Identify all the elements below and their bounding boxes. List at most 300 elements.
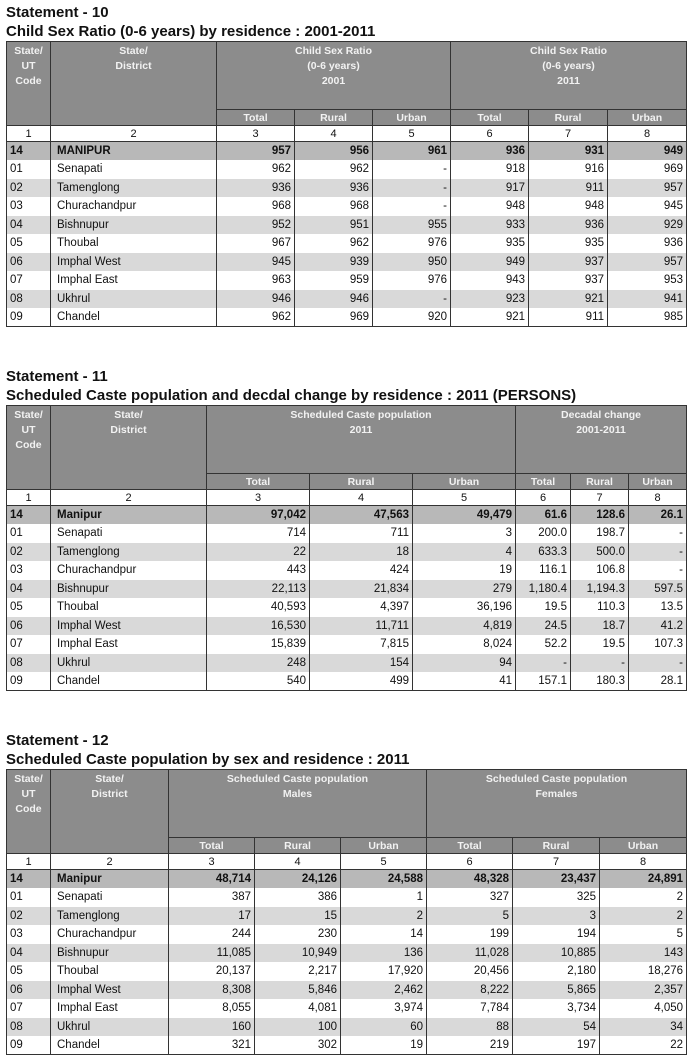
- data-rows: [7, 142, 687, 327]
- table-row: [7, 654, 687, 673]
- statement-label: Statement - 10: [6, 4, 109, 21]
- value-cell: 16,530: [207, 617, 310, 636]
- value-cell: 714: [207, 524, 310, 543]
- value-cell: 936: [451, 142, 529, 161]
- code-cell: 04: [7, 580, 51, 599]
- value-cell: -: [516, 654, 571, 673]
- value-cell: 968: [217, 197, 295, 216]
- table-row: [7, 925, 687, 944]
- value-cell: 949: [451, 253, 529, 272]
- district-cell: Imphal West: [51, 253, 217, 272]
- table-row: [7, 999, 687, 1018]
- value-cell: 916: [529, 160, 608, 179]
- value-cell: 3: [513, 907, 600, 926]
- value-cell: 23,437: [513, 870, 600, 889]
- code-cell: 03: [7, 925, 51, 944]
- value-cell: 962: [295, 160, 373, 179]
- table-row: [7, 561, 687, 580]
- statement-10-table: [6, 41, 687, 327]
- table-row: [7, 253, 687, 272]
- value-cell: 500.0: [571, 543, 629, 562]
- code-cell: 02: [7, 543, 51, 562]
- value-cell: 8,308: [169, 981, 255, 1000]
- column-number-row: [7, 854, 687, 870]
- value-cell: 946: [217, 290, 295, 309]
- value-cell: -: [629, 561, 687, 580]
- value-cell: 248: [207, 654, 310, 673]
- value-cell: 936: [217, 179, 295, 198]
- value-cell: 976: [373, 234, 451, 253]
- value-cell: 1,194.3: [571, 580, 629, 599]
- value-cell: 24,891: [600, 870, 687, 889]
- value-cell: 5,846: [255, 981, 341, 1000]
- value-cell: 3,734: [513, 999, 600, 1018]
- district-cell: MANIPUR: [51, 142, 217, 161]
- district-cell: Churachandpur: [51, 925, 169, 944]
- column-number: 2: [51, 854, 169, 870]
- col-header-code: State/ UT Code: [7, 406, 51, 490]
- value-cell: 13.5: [629, 598, 687, 617]
- value-cell: 11,711: [310, 617, 413, 636]
- col-header-district: State/ District: [51, 42, 217, 126]
- table-row: [7, 234, 687, 253]
- value-cell: 957: [608, 179, 687, 198]
- table-row: [7, 598, 687, 617]
- statement-title: Scheduled Caste population and decdal change by residence : 2011 (PERSONS): [6, 387, 577, 404]
- table-row: [7, 524, 687, 543]
- code-cell: 07: [7, 271, 51, 290]
- column-number: 7: [513, 854, 600, 870]
- code-cell: 02: [7, 179, 51, 198]
- code-cell: 09: [7, 308, 51, 327]
- value-cell: 143: [600, 944, 687, 963]
- code-cell: 06: [7, 253, 51, 272]
- value-cell: 8,055: [169, 999, 255, 1018]
- column-number: 6: [451, 126, 529, 142]
- column-number: 4: [310, 490, 413, 506]
- value-cell: 2,217: [255, 962, 341, 981]
- value-cell: 597.5: [629, 580, 687, 599]
- value-cell: -: [571, 654, 629, 673]
- code-cell: 01: [7, 524, 51, 543]
- value-cell: 961: [373, 142, 451, 161]
- table-row: [7, 216, 687, 235]
- value-cell: -: [373, 160, 451, 179]
- code-cell: 08: [7, 654, 51, 673]
- value-cell: 279: [413, 580, 516, 599]
- value-cell: 976: [373, 271, 451, 290]
- value-cell: 8,024: [413, 635, 516, 654]
- value-cell: 11,085: [169, 944, 255, 963]
- data-rows: [7, 870, 687, 1055]
- code-cell: 05: [7, 962, 51, 981]
- column-number: 1: [7, 490, 51, 506]
- col-header-district: State/ District: [51, 770, 169, 854]
- value-cell: 931: [529, 142, 608, 161]
- value-cell: 199: [427, 925, 513, 944]
- column-number: 6: [516, 490, 571, 506]
- value-cell: 929: [608, 216, 687, 235]
- value-cell: 711: [310, 524, 413, 543]
- district-cell: Bishnupur: [51, 944, 169, 963]
- value-cell: 106.8: [571, 561, 629, 580]
- value-cell: 41.2: [629, 617, 687, 636]
- col-header-group-2: Scheduled Caste population Females: [427, 770, 687, 838]
- district-cell: Chandel: [51, 672, 207, 691]
- value-cell: 61.6: [516, 506, 571, 525]
- column-number: 7: [529, 126, 608, 142]
- value-cell: 54: [513, 1018, 600, 1037]
- value-cell: 2: [600, 888, 687, 907]
- value-cell: 18.7: [571, 617, 629, 636]
- value-cell: 959: [295, 271, 373, 290]
- value-cell: 325: [513, 888, 600, 907]
- value-cell: 540: [207, 672, 310, 691]
- value-cell: 244: [169, 925, 255, 944]
- sub-header-total: Total: [169, 838, 255, 854]
- value-cell: 946: [295, 290, 373, 309]
- table-row: [7, 308, 687, 327]
- value-cell: 941: [608, 290, 687, 309]
- value-cell: -: [373, 290, 451, 309]
- code-cell: 14: [7, 870, 51, 889]
- value-cell: 302: [255, 1036, 341, 1055]
- code-cell: 08: [7, 290, 51, 309]
- value-cell: 15,839: [207, 635, 310, 654]
- value-cell: 969: [295, 308, 373, 327]
- code-cell: 01: [7, 888, 51, 907]
- district-cell: Ukhrul: [51, 1018, 169, 1037]
- table-row: [7, 907, 687, 926]
- code-cell: 09: [7, 1036, 51, 1055]
- value-cell: 3: [413, 524, 516, 543]
- value-cell: 948: [451, 197, 529, 216]
- value-cell: 4,081: [255, 999, 341, 1018]
- value-cell: 933: [451, 216, 529, 235]
- value-cell: 443: [207, 561, 310, 580]
- sub-header-urban: Urban: [629, 474, 687, 490]
- value-cell: 920: [373, 308, 451, 327]
- col-header-district: State/ District: [51, 406, 207, 490]
- code-cell: 06: [7, 981, 51, 1000]
- sub-header-urban: Urban: [373, 110, 451, 126]
- value-cell: 499: [310, 672, 413, 691]
- district-cell: Tamenglong: [51, 179, 217, 198]
- statement-label: Statement - 12: [6, 732, 109, 749]
- value-cell: 2,180: [513, 962, 600, 981]
- district-cell: Ukhrul: [51, 290, 217, 309]
- value-cell: 4,050: [600, 999, 687, 1018]
- district-cell: Chandel: [51, 1036, 169, 1055]
- sub-header-rural: Rural: [529, 110, 608, 126]
- code-cell: 01: [7, 160, 51, 179]
- value-cell: 936: [608, 234, 687, 253]
- value-cell: 22: [207, 543, 310, 562]
- value-cell: 5: [600, 925, 687, 944]
- col-header-group-2: Decadal change 2001-2011: [516, 406, 687, 474]
- value-cell: 48,328: [427, 870, 513, 889]
- code-cell: 04: [7, 216, 51, 235]
- value-cell: 48,714: [169, 870, 255, 889]
- value-cell: 918: [451, 160, 529, 179]
- value-cell: 917: [451, 179, 529, 198]
- table-row: [7, 1036, 687, 1055]
- table-row: [7, 179, 687, 198]
- value-cell: 47,563: [310, 506, 413, 525]
- value-cell: 230: [255, 925, 341, 944]
- sub-header-rural: Rural: [310, 474, 413, 490]
- column-number: 3: [207, 490, 310, 506]
- value-cell: 34: [600, 1018, 687, 1037]
- sub-header-urban: Urban: [413, 474, 516, 490]
- value-cell: 5,865: [513, 981, 600, 1000]
- code-cell: 05: [7, 598, 51, 617]
- district-cell: Churachandpur: [51, 561, 207, 580]
- value-cell: 937: [529, 253, 608, 272]
- col-header-group-1: Scheduled Caste population 2011: [207, 406, 516, 474]
- column-number: 8: [608, 126, 687, 142]
- value-cell: 937: [529, 271, 608, 290]
- value-cell: 4: [413, 543, 516, 562]
- value-cell: 97,042: [207, 506, 310, 525]
- value-cell: 935: [529, 234, 608, 253]
- value-cell: 7,815: [310, 635, 413, 654]
- code-cell: 09: [7, 672, 51, 691]
- value-cell: 2,462: [341, 981, 427, 1000]
- district-cell: Imphal East: [51, 999, 169, 1018]
- value-cell: 953: [608, 271, 687, 290]
- sub-header-total: Total: [516, 474, 571, 490]
- table-row: [7, 962, 687, 981]
- statement-label: Statement - 11: [6, 368, 108, 385]
- table-row: [7, 888, 687, 907]
- column-number: 5: [341, 854, 427, 870]
- district-cell: Manipur: [51, 506, 207, 525]
- value-cell: 17,920: [341, 962, 427, 981]
- sub-header-urban: Urban: [600, 838, 687, 854]
- value-cell: 956: [295, 142, 373, 161]
- value-cell: -: [373, 179, 451, 198]
- table-row: [7, 672, 687, 691]
- value-cell: 923: [451, 290, 529, 309]
- value-cell: 10,885: [513, 944, 600, 963]
- column-number: 3: [169, 854, 255, 870]
- value-cell: 386: [255, 888, 341, 907]
- value-cell: 52.2: [516, 635, 571, 654]
- value-cell: 160: [169, 1018, 255, 1037]
- value-cell: 19.5: [516, 598, 571, 617]
- code-cell: 14: [7, 506, 51, 525]
- value-cell: 4,819: [413, 617, 516, 636]
- district-cell: Bishnupur: [51, 580, 207, 599]
- value-cell: 945: [217, 253, 295, 272]
- code-cell: 04: [7, 944, 51, 963]
- code-cell: 03: [7, 561, 51, 580]
- col-header-group-1: Scheduled Caste population Males: [169, 770, 427, 838]
- code-cell: 02: [7, 907, 51, 926]
- value-cell: 957: [608, 253, 687, 272]
- sub-header-urban: Urban: [608, 110, 687, 126]
- value-cell: 949: [608, 142, 687, 161]
- sub-header-urban: Urban: [341, 838, 427, 854]
- statement-12-table: [6, 769, 687, 1055]
- value-cell: 963: [217, 271, 295, 290]
- value-cell: 969: [608, 160, 687, 179]
- table-row: [7, 635, 687, 654]
- col-header-group-1: Child Sex Ratio (0-6 years) 2001: [217, 42, 451, 110]
- district-cell: Senapati: [51, 888, 169, 907]
- value-cell: -: [629, 654, 687, 673]
- value-cell: 116.1: [516, 561, 571, 580]
- table-row: [7, 160, 687, 179]
- district-cell: Imphal East: [51, 271, 217, 290]
- table-row: [7, 617, 687, 636]
- value-cell: 985: [608, 308, 687, 327]
- district-cell: Tamenglong: [51, 543, 207, 562]
- value-cell: 94: [413, 654, 516, 673]
- value-cell: 950: [373, 253, 451, 272]
- district-cell: Churachandpur: [51, 197, 217, 216]
- district-cell: Imphal West: [51, 617, 207, 636]
- value-cell: 911: [529, 179, 608, 198]
- code-cell: 03: [7, 197, 51, 216]
- value-cell: 943: [451, 271, 529, 290]
- value-cell: 219: [427, 1036, 513, 1055]
- state-total-row: [7, 506, 687, 525]
- col-header-code: State/ UT Code: [7, 42, 51, 126]
- value-cell: 327: [427, 888, 513, 907]
- col-header-code: State/ UT Code: [7, 770, 51, 854]
- value-cell: 136: [341, 944, 427, 963]
- value-cell: 40,593: [207, 598, 310, 617]
- column-number: 1: [7, 854, 51, 870]
- code-cell: 14: [7, 142, 51, 161]
- value-cell: -: [629, 543, 687, 562]
- value-cell: 20,456: [427, 962, 513, 981]
- value-cell: 200.0: [516, 524, 571, 543]
- value-cell: 2: [341, 907, 427, 926]
- table-row: [7, 981, 687, 1000]
- value-cell: 107.3: [629, 635, 687, 654]
- value-cell: 3,974: [341, 999, 427, 1018]
- value-cell: 19: [341, 1036, 427, 1055]
- statement-11-table: [6, 405, 687, 691]
- district-cell: Senapati: [51, 160, 217, 179]
- code-cell: 08: [7, 1018, 51, 1037]
- value-cell: 10,949: [255, 944, 341, 963]
- sub-header-rural: Rural: [255, 838, 341, 854]
- value-cell: 26.1: [629, 506, 687, 525]
- table-row: [7, 197, 687, 216]
- value-cell: 21,834: [310, 580, 413, 599]
- value-cell: 951: [295, 216, 373, 235]
- value-cell: 88: [427, 1018, 513, 1037]
- value-cell: 17: [169, 907, 255, 926]
- value-cell: 24,588: [341, 870, 427, 889]
- value-cell: 194: [513, 925, 600, 944]
- column-number: 5: [373, 126, 451, 142]
- district-cell: Thoubal: [51, 234, 217, 253]
- value-cell: 198.7: [571, 524, 629, 543]
- state-total-row: [7, 142, 687, 161]
- value-cell: 952: [217, 216, 295, 235]
- column-number: 2: [51, 490, 207, 506]
- value-cell: -: [373, 197, 451, 216]
- value-cell: 945: [608, 197, 687, 216]
- statement-title: Child Sex Ratio (0-6 years) by residence : 2001-2011: [6, 23, 376, 40]
- district-cell: Senapati: [51, 524, 207, 543]
- value-cell: 18: [310, 543, 413, 562]
- value-cell: 7,784: [427, 999, 513, 1018]
- value-cell: 197: [513, 1036, 600, 1055]
- value-cell: 14: [341, 925, 427, 944]
- table-row: [7, 543, 687, 562]
- value-cell: 424: [310, 561, 413, 580]
- district-cell: Chandel: [51, 308, 217, 327]
- value-cell: 100: [255, 1018, 341, 1037]
- district-cell: Tamenglong: [51, 907, 169, 926]
- column-number: 8: [600, 854, 687, 870]
- value-cell: 921: [451, 308, 529, 327]
- statement-title: Scheduled Caste population by sex and residence : 2011: [6, 751, 410, 768]
- value-cell: 24,126: [255, 870, 341, 889]
- value-cell: 911: [529, 308, 608, 327]
- value-cell: 957: [217, 142, 295, 161]
- value-cell: 157.1: [516, 672, 571, 691]
- value-cell: 4,397: [310, 598, 413, 617]
- value-cell: -: [629, 524, 687, 543]
- column-number: 3: [217, 126, 295, 142]
- column-number: 7: [571, 490, 629, 506]
- sub-header-rural: Rural: [295, 110, 373, 126]
- value-cell: 28.1: [629, 672, 687, 691]
- value-cell: 180.3: [571, 672, 629, 691]
- column-number: 8: [629, 490, 687, 506]
- value-cell: 5: [427, 907, 513, 926]
- value-cell: 49,479: [413, 506, 516, 525]
- value-cell: 41: [413, 672, 516, 691]
- code-cell: 07: [7, 999, 51, 1018]
- sub-header-rural: Rural: [571, 474, 629, 490]
- value-cell: 1: [341, 888, 427, 907]
- column-number: 4: [255, 854, 341, 870]
- district-cell: Imphal East: [51, 635, 207, 654]
- sub-header-total: Total: [427, 838, 513, 854]
- value-cell: 22: [600, 1036, 687, 1055]
- sub-header-total: Total: [207, 474, 310, 490]
- statement-10-section: [6, 3, 686, 327]
- district-cell: Thoubal: [51, 962, 169, 981]
- value-cell: 962: [295, 234, 373, 253]
- value-cell: 387: [169, 888, 255, 907]
- table-row: [7, 271, 687, 290]
- value-cell: 36,196: [413, 598, 516, 617]
- column-number: 4: [295, 126, 373, 142]
- column-number: 1: [7, 126, 51, 142]
- value-cell: 939: [295, 253, 373, 272]
- value-cell: 154: [310, 654, 413, 673]
- value-cell: 2: [600, 907, 687, 926]
- sub-header-rural: Rural: [513, 838, 600, 854]
- value-cell: 968: [295, 197, 373, 216]
- value-cell: 128.6: [571, 506, 629, 525]
- col-header-group-2: Child Sex Ratio (0-6 years) 2011: [451, 42, 687, 110]
- data-rows: [7, 506, 687, 691]
- column-number: 2: [51, 126, 217, 142]
- value-cell: 24.5: [516, 617, 571, 636]
- table-row: [7, 580, 687, 599]
- value-cell: 19.5: [571, 635, 629, 654]
